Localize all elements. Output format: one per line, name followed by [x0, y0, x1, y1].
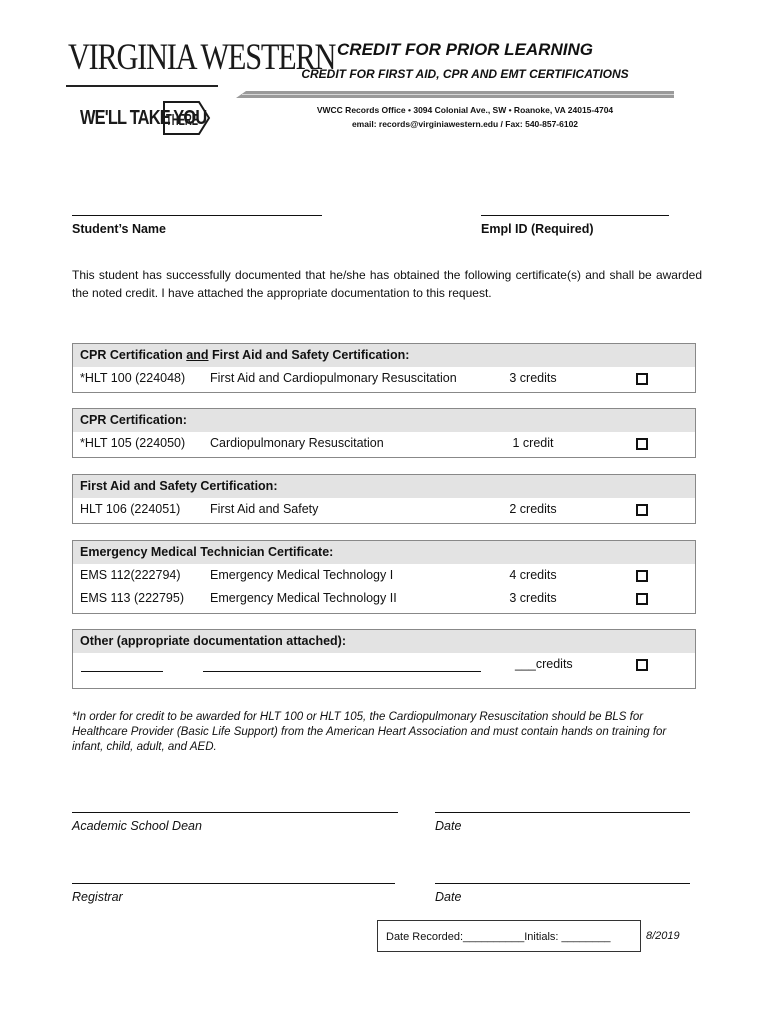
course-credits: 3 credits — [509, 591, 557, 605]
other-course-code-line[interactable] — [81, 671, 163, 672]
arrow-sign-icon — [163, 100, 211, 136]
student-name-line[interactable] — [72, 215, 322, 216]
dean-date-line[interactable] — [435, 812, 690, 813]
form-title: CREDIT FOR PRIOR LEARNING — [337, 40, 593, 59]
section-heading: CPR Certification and First Aid and Safety Certification: — [73, 344, 695, 367]
dean-signature-line[interactable] — [72, 812, 398, 813]
course-code: HLT 106 (224051) — [80, 502, 181, 516]
course-checkbox[interactable] — [636, 373, 648, 385]
course-title: First Aid and Cardiopulmonary Resuscitation — [210, 371, 457, 385]
other-credits-label: credits — [535, 657, 573, 671]
course-credits: 4 credits — [509, 568, 557, 582]
course-row — [73, 498, 695, 521]
bls-requirement-note: *In order for credit to be awarded for HLT 100 or HLT 105, the Cardiopulmonary Resuscitation should be BLS for Healthcare Provider (Basic Life Support) from the American Heart Association and must contain hands on training for infant, child, adult, and AED. — [72, 711, 667, 753]
course-code: *HLT 100 (224048) — [80, 371, 186, 385]
registrar-date-line[interactable] — [435, 883, 690, 884]
section-heading: First Aid and Safety Certification: — [73, 475, 695, 498]
registrar-signature-line[interactable] — [72, 883, 395, 884]
office-address: VWCC Records Office • 3094 Colonial Ave., SW • Roanoke, VA 24015-4704 — [316, 105, 614, 115]
logo-arrow-text: THERE — [166, 112, 199, 129]
course-row — [73, 367, 695, 390]
empl-id-label: Empl ID (Required) — [481, 222, 594, 236]
section-other — [72, 629, 696, 689]
course-checkbox[interactable] — [636, 570, 648, 582]
course-row — [73, 432, 695, 455]
section-hlt100 — [72, 343, 696, 393]
course-code: *HLT 105 (224050) — [80, 436, 186, 450]
form-revision-date: 8/2019 — [646, 930, 680, 942]
course-row — [73, 653, 695, 688]
dean-date-label: Date — [435, 819, 462, 833]
section-heading: Emergency Medical Technician Certificate: — [73, 541, 695, 564]
other-credits-blank: ___ — [515, 657, 536, 671]
course-code: EMS 112(222794) — [80, 568, 181, 582]
course-row — [73, 587, 695, 610]
section-emt — [72, 540, 696, 614]
section-hlt105 — [72, 408, 696, 458]
form-subtitle: CREDIT FOR FIRST AID, CPR AND EMT CERTIFICATIONS — [301, 67, 629, 81]
section-heading: CPR Certification: — [73, 409, 695, 432]
course-checkbox[interactable] — [636, 504, 648, 516]
course-title: Emergency Medical Technology II — [210, 591, 397, 605]
empl-id-line[interactable] — [481, 215, 669, 216]
course-title: First Aid and Safety — [210, 502, 319, 516]
statement-paragraph: This student has successfully documented that he/she has obtained the following certificate(s) and shall be awarded the noted credit. I have attached the appropriate documentation to this request. — [72, 268, 702, 300]
dean-signature-label: Academic School Dean — [72, 819, 202, 833]
registrar-date-label: Date — [435, 890, 462, 904]
registrar-signature-label: Registrar — [72, 890, 123, 904]
student-name-label: Student’s Name — [72, 222, 167, 236]
course-credits: 3 credits — [509, 371, 557, 385]
course-credits: 1 credit — [512, 436, 554, 450]
other-course-title-line[interactable] — [203, 671, 481, 672]
course-checkbox[interactable] — [636, 593, 648, 605]
date-recorded-box: Date Recorded:__________Initials: ________ — [377, 920, 641, 952]
course-checkbox[interactable] — [636, 438, 648, 450]
logo-tagline: WE'LL TAKE YOU — [80, 107, 207, 129]
office-contact: email: records@virginiawestern.edu / Fax: 540-857-6102 — [351, 119, 579, 129]
header-divider-bar — [236, 90, 674, 99]
course-row — [73, 564, 695, 587]
course-title: Emergency Medical Technology I — [210, 568, 394, 582]
course-code: EMS 113 (222795) — [80, 591, 184, 605]
section-hlt106 — [72, 474, 696, 524]
course-credits: 2 credits — [509, 502, 557, 516]
logo-divider — [66, 85, 218, 87]
other-credits-field[interactable] — [515, 657, 573, 671]
college-logo-wordmark: VIRGINIA WESTERN — [68, 37, 336, 78]
section-heading: Other (appropriate documentation attached): — [73, 630, 695, 653]
course-title: Cardiopulmonary Resuscitation — [210, 436, 384, 450]
course-checkbox[interactable] — [636, 659, 648, 671]
